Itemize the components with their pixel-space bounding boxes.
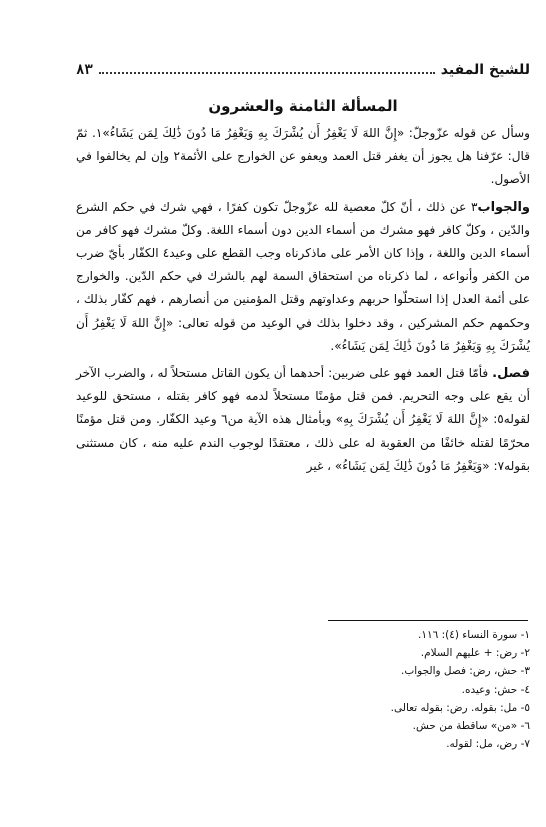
page-number: ٨٣ — [76, 62, 93, 78]
footnote: ١- سورة النساء (٤): ١١٦. — [417, 629, 530, 641]
fasl-lead: فصل. — [492, 366, 530, 382]
footnote: ٦- «من» ساقطة من حش. — [412, 720, 530, 733]
footnote: ٤- حش: وعيده. — [461, 683, 530, 696]
section-title: المسألة الثامنة والعشرون — [208, 97, 398, 115]
fasl-text: فأمّا قتل العمد فهو على ضربين: أحدهما أن يكون القاتل مستحلاً له ، والضرب الآخر أن يقع على وجه التحريم. فمن قتل مؤمنًا مستحلاً لدمه فهو كافر بقتله ، مستحق للوعيد لقوله٥: «إِنَّ اللهَ لَا يَغْفِرُ أَن يُشْرَكَ بِهِ» وبأمثال هذه الآية من٦ وعيد الكفّار. ومن قتل مؤمنًا محرّمًا لقتله خائفًا من العقوبة له على ذلك ، معتقدًا لوجوب الندم عليه منه ، كان مستثنى بقوله٧: «وَيَغْفِرُ مَا دُونَ ذَٰلِكَ لِمَن يَشَاءُ» ، غير — [76, 366, 531, 473]
body-text — [76, 122, 530, 482]
running-title: للشيخ المفيد — [440, 62, 530, 78]
footnote-separator — [328, 620, 528, 621]
footnote: ٧- رض، مل: لقوله. — [446, 738, 530, 751]
fasl-paragraph — [76, 362, 530, 478]
footnotes — [200, 626, 530, 753]
footnote: ٣- حش، رض: فصل والجواب. — [401, 665, 530, 678]
question-paragraph: وسأل عن قوله عزّوجلّ: «إِنَّ اللهَ لَا يَغْفِرُ أَن يُشْرَكَ بِهِ وَيَغْفِرُ مَا دُونَ ذَٰلِكَ لِمَن يَشَاءُ»١. ثمّ قال: عرّفنا هل يجوز أن يغفر قتل العمد ويعفو عن الخوارج على الأئمة٢ وإن لم يخالفوا في الأصول. — [76, 126, 530, 187]
dotted-leader — [99, 72, 435, 74]
answer-text: ٣ عن ذلك ، أنّ كلّ معصية لله عزّوجلّ تكون كفرًا ، فهي شرك في حكم الشرع والدّين ، وكلّ كافر فهو مشرك من أسماء الدين دون أسماء اللغة. وكلّ مشرك فهو كافر من أسماء الدين واللغة ، وإذا كان الأمر على ماذكرناه وجب القطع على وعيد٤ الكفّار بأيّ ضرب من الكفر وأنواعه ، لما ذكرناه من استحقاق السمة لهم بالشرك في حكم الدّين. والخوارج على أئمة العدل إذا استحلّوا حربهم وعداوتهم وقتل المؤمنين من أنصارهم ، فهم كفّار بذلك ، وحكمهم حكم المشركين ، وقد دخلوا بذلك في الوعيد من قوله تعالى: «إِنَّ اللهَ لَا يَغْفِرُ أَن يُشْرَكَ بِهِ وَيَغْفِرُ مَا دُونَ ذَٰلِكَ لِمَن يَشَاءُ». — [76, 199, 530, 353]
answer-lead: والجواب — [477, 199, 530, 215]
page-header — [76, 58, 530, 82]
answer-paragraph — [76, 196, 530, 358]
footnote: ٢- رض: + عليهم السلام. — [420, 647, 530, 660]
footnote: ٥- مل: بقوله. رض: بقوله تعالى. — [390, 701, 530, 714]
